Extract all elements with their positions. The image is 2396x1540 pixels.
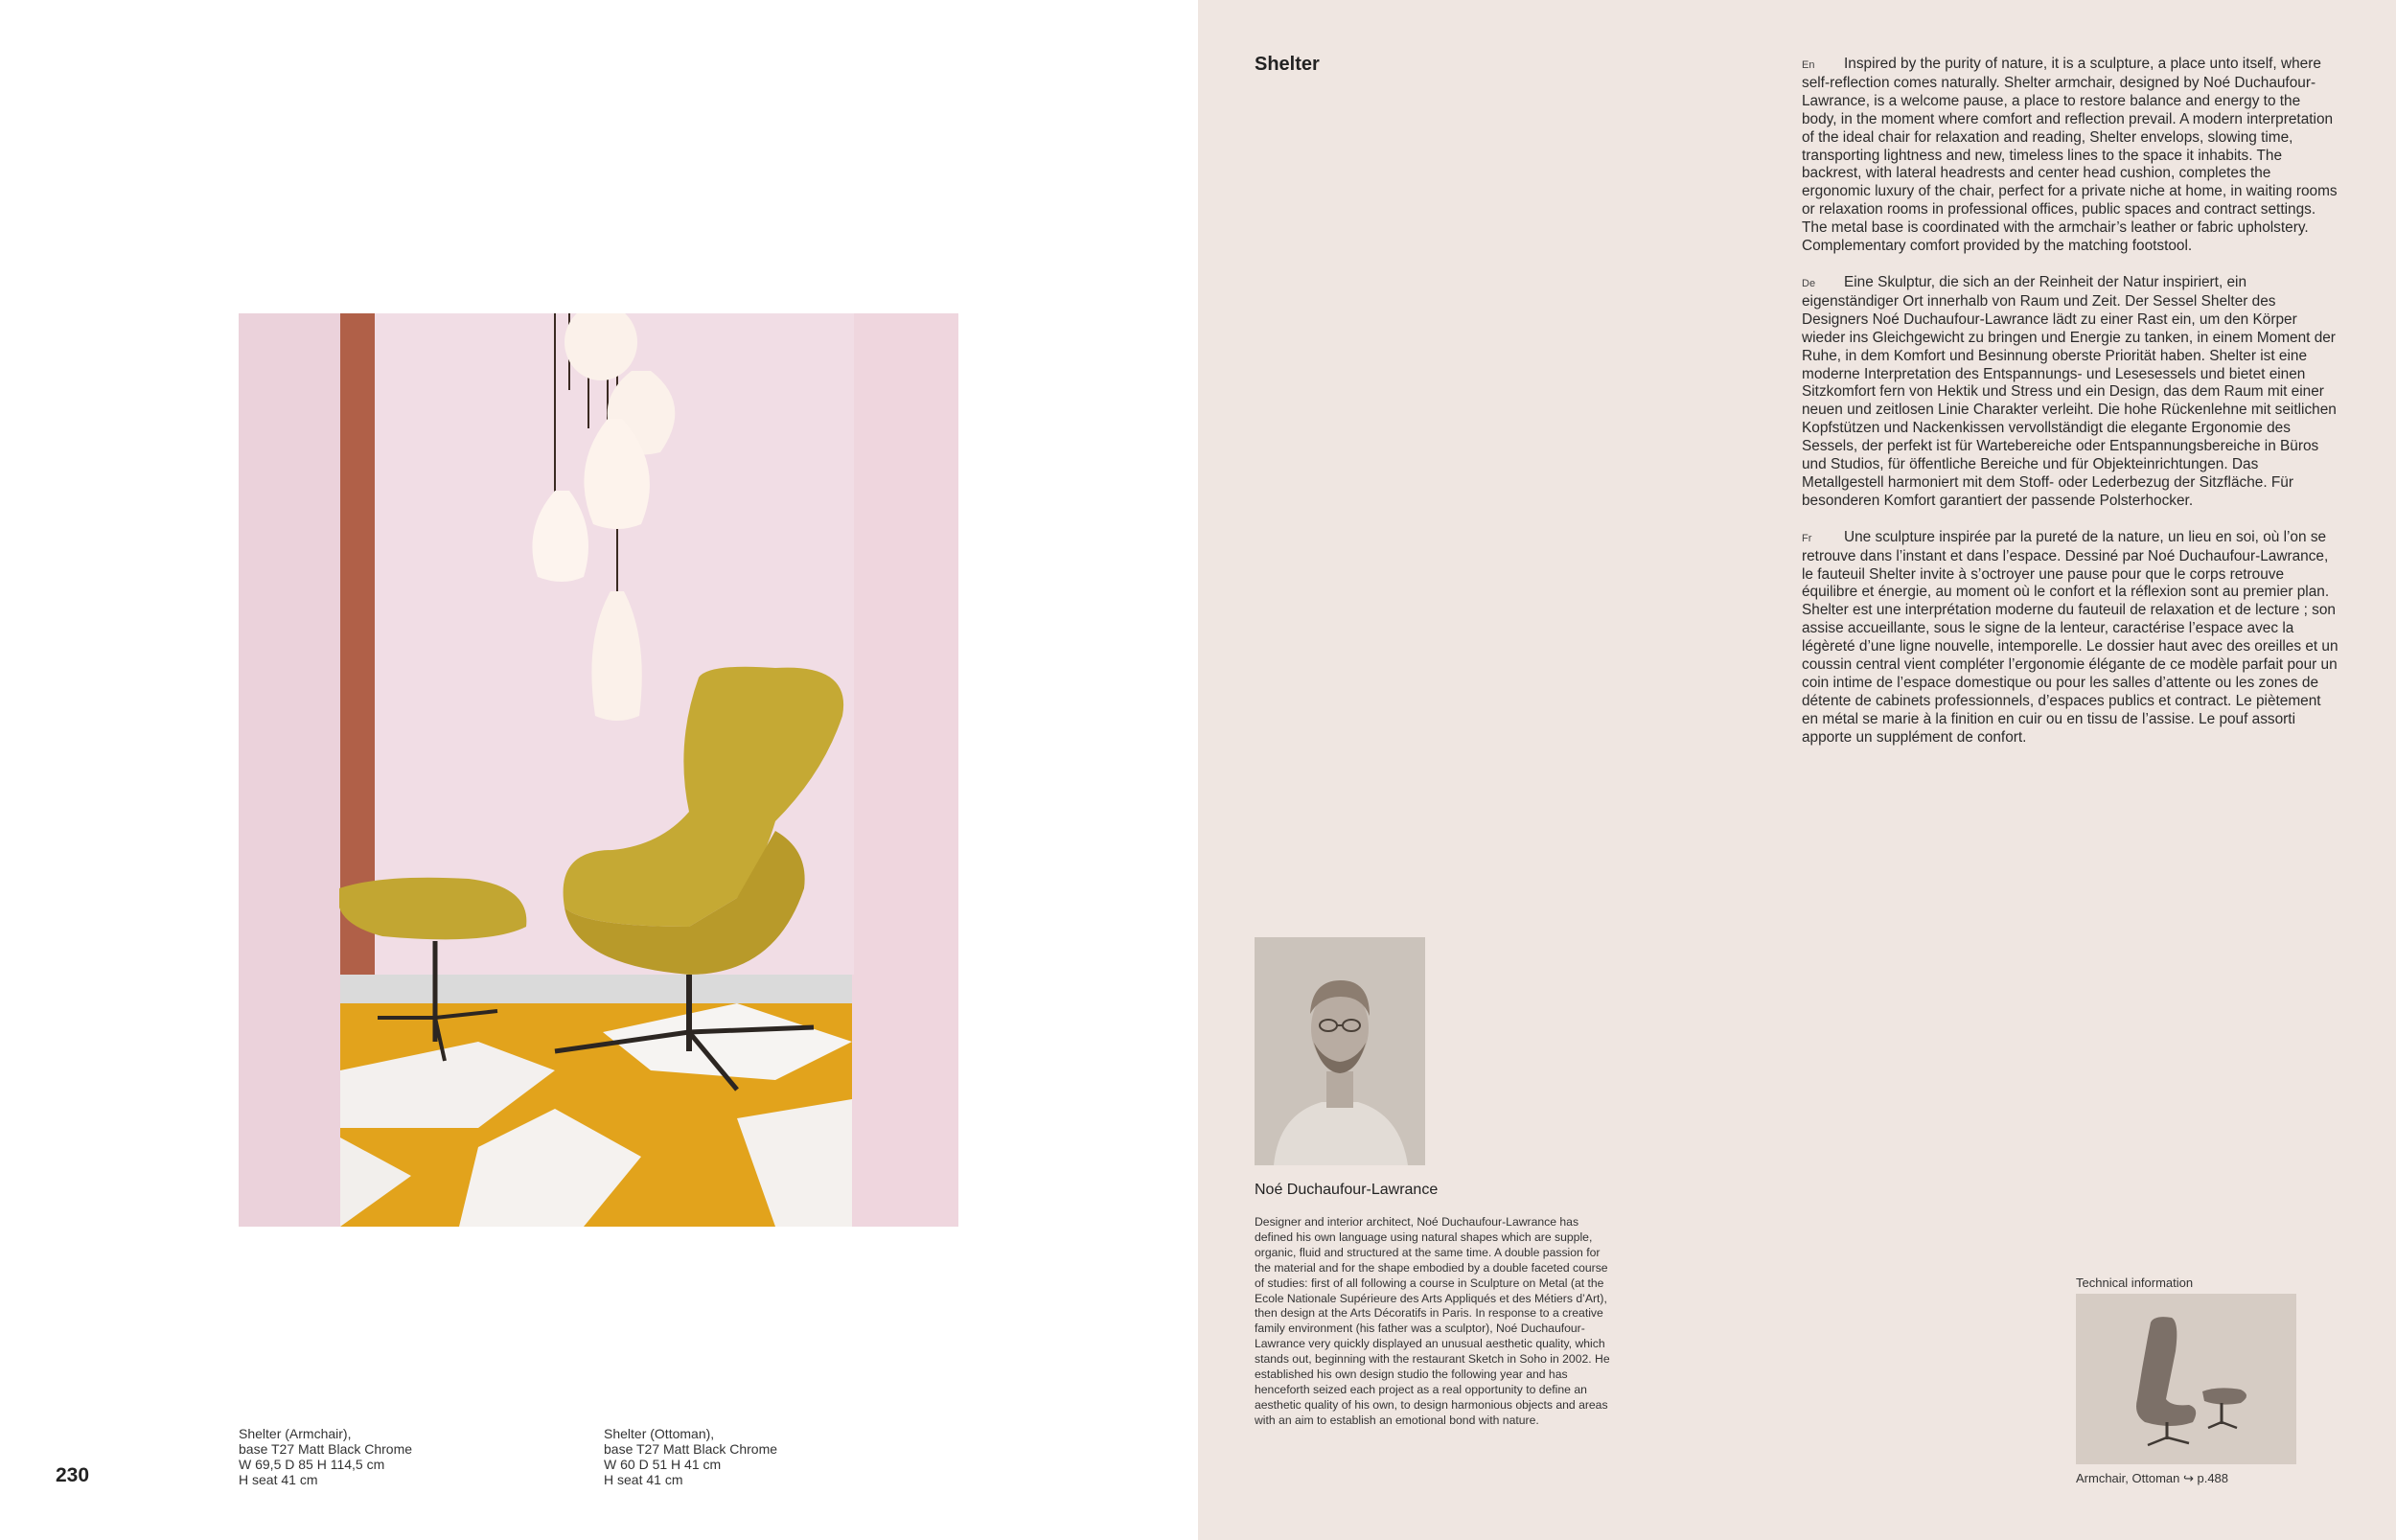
technical-info-label: Technical information: [2076, 1276, 2194, 1290]
ottoman-caption: Shelter (Ottoman), base T27 Matt Black Chrome W 60 D 51 H 41 cm H seat 41 cm: [604, 1426, 778, 1487]
designer-portrait-image: [1255, 937, 1425, 1165]
lang-label-en: En: [1802, 59, 1815, 71]
lang-label-fr: Fr: [1802, 532, 1812, 544]
lang-label-de: De: [1802, 277, 1816, 289]
armchair-caption: Shelter (Armchair), base T27 Matt Black Chrome W 69,5 D 85 H 114,5 cm H seat 41 cm: [239, 1426, 413, 1487]
description-fr-text: Une sculpture inspirée par la pureté de la nature, un lieu en soi, où l’on se retrouve dans l’instant et dans l’espace. Dessiné par Noé Duchaufour-Lawrance, le fauteuil Shelter invite à s’octroyer une pause pour que le corps retrouve équilibre et énergie, au moment où le confort et la réflexion sont au premier plan. Shelter est une interprétation moderne du fauteuil de relaxation et de lecture ; son assise accueillante, sous le signe de la lenteur, caractérise l’espace avec la légèreté d’une ligne nouvelle, intemporelle. Le dossier haut avec des oreilles et un coussin central vient compléter l’ergonomie élégante de ce modèle parfait pour un coin intime de l’espace domestique ou pour les salles d’attente ou les zones de détente de cabinets professionnels, d’espaces publics et contract. Le piètement en métal se marie à la finition en cuir ou en tissu de l’assise. Le pouf assorti apporte un supplément de confort.: [1802, 528, 2338, 746]
description-en-text: Inspired by the purity of nature, it is a sculpture, a place unto itself, where self-reflection comes naturally. Shelter armchair, designed by Noé Duchaufour-Lawrance, is a welcome pause, a place to restore balance and energy to the body, in the moment where comfort and reflection prevail. A modern interpretation of the ideal chair for relaxation and reading, Shelter envelops, slowing time, transporting lightness and new, timeless lines to the space it inhabits. The backrest, with lateral headrests and center head cushion, completes the ergonomic luxury of the chair, perfect for a private niche at home, in waiting rooms or relaxation rooms in professional offices, public spaces and contract settings. The metal base is coordinated with the armchair’s leather or fabric upholstery. Complementary comfort provided by the matching footstool.: [1802, 56, 2338, 255]
page-number: 230: [56, 1464, 90, 1486]
technical-info-page-reference[interactable]: Armchair, Ottoman ↪ p.488: [2076, 1471, 2229, 1485]
description-fr: [1802, 529, 2338, 747]
product-title: Shelter: [1255, 54, 1320, 75]
product-photo: [239, 313, 958, 1227]
designer-bio: Designer and interior architect, Noé Duchaufour-Lawrance has defined his own language using natural shapes which are supple, organic, fluid and structured at the same time. A double passion for the material and for the shape embodied by a double faceted course of studies: first of all following a course in Sculpture on Metal (at the Ecole Nationale Supérieure des Arts Appliqués et des Métiers d’Art), then design at the Arts Décoratifs in Paris. In response to a creative family environment (his father was a sculptor), Noé Duchaufour-Lawrance very quickly displayed an unusual aesthetic quality, which stands out, beginning with the restaurant Sketch in Soho in 2002. He established his own design studio the following year and has henceforth seized each project as a real opportunity to define an aesthetic quality of his own, to design harmonious objects and areas with an aim to establish an emotional bond with nature.: [1255, 1215, 1610, 1427]
description-de-text: Eine Skulptur, die sich an der Reinheit der Natur inspiriert, ein eigenständiger Ort innerhalb von Raum und Zeit. Der Sessel Shelter des Designers Noé Duchaufour-Lawrance lädt zu einer Rast ein, um den Körper wieder ins Gleichgewicht zu bringen und Energie zu tanken, in einem Moment der Ruhe, in dem Komfort und Besinnung oberste Priorität haben. Shelter ist eine moderne Interpretation des Entspannungs- und Lesesessels und bietet einen Sitzkomfort fern von Hektik und Stress und ein Design, das dem Raum mit einer neuen und zeitlosen Linie Charakter verleiht. Die hohe Rückenlehne mit seitlichen Kopfstützen und Nackenkissen vervollständigt die elegante Ergonomie des Sessels, der perfekt ist für Wartebereiche oder Entspannungsbereiche in Büros und Studios, für öffentliche Bereiche und für Objekteinrichtungen. Das Metallgestell harmoniert mit dem Stoff- oder Lederbezug der Sitzfläche. Für besonderen Komfort garantiert der passende Polsterhocker.: [1802, 273, 2337, 509]
description-column: [1802, 56, 2338, 766]
designer-name: Noé Duchaufour-Lawrance: [1255, 1182, 1439, 1198]
armchair-ottoman-thumbnail: [2076, 1294, 2296, 1464]
technical-info-image: [2076, 1294, 2296, 1464]
description-de: [1802, 274, 2338, 511]
shelter-armchair-photo: [239, 313, 958, 1227]
designer-portrait: [1255, 937, 1425, 1165]
description-en: [1802, 56, 2338, 256]
